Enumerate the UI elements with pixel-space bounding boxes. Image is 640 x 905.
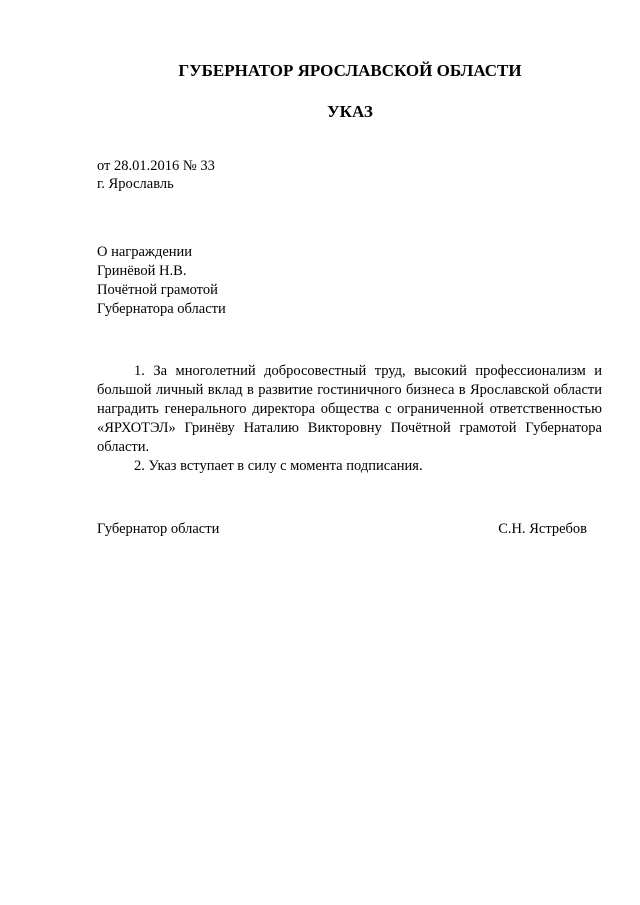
subject-line: Гринёвой Н.В. [97, 263, 187, 279]
city: г. Ярославль [97, 176, 174, 192]
document-meta [97, 157, 215, 193]
signatory-name: С.Н. Ястребов [498, 521, 587, 537]
subject-line: Губернатора области [97, 301, 226, 317]
subject-line: Почётной грамотой [97, 282, 218, 298]
decree-body [97, 362, 602, 476]
date-number: от 28.01.2016 № 33 [97, 158, 215, 174]
paragraph-1: 1. За многолетний добросовестный труд, высокий профессионализм и большой личный вклад в развитие гостиничного бизнеса в Ярославской области наградить генерального директора общества с ограниченной ответственностью «ЯРХОТЭЛ» Гринёву Наталию Викторовну Почётной грамотой Губернатора области. [97, 363, 602, 455]
decree-subject [97, 243, 226, 319]
document-type: УКАЗ [327, 102, 373, 121]
paragraph-2: 2. Указ вступает в силу с момента подписания. [134, 458, 423, 474]
subject-line: О награждении [97, 244, 193, 260]
document-title: ГУБЕРНАТОР ЯРОСЛАВСКОЙ ОБЛАСТИ [178, 61, 522, 80]
signatory-position: Губернатор области [97, 521, 220, 537]
